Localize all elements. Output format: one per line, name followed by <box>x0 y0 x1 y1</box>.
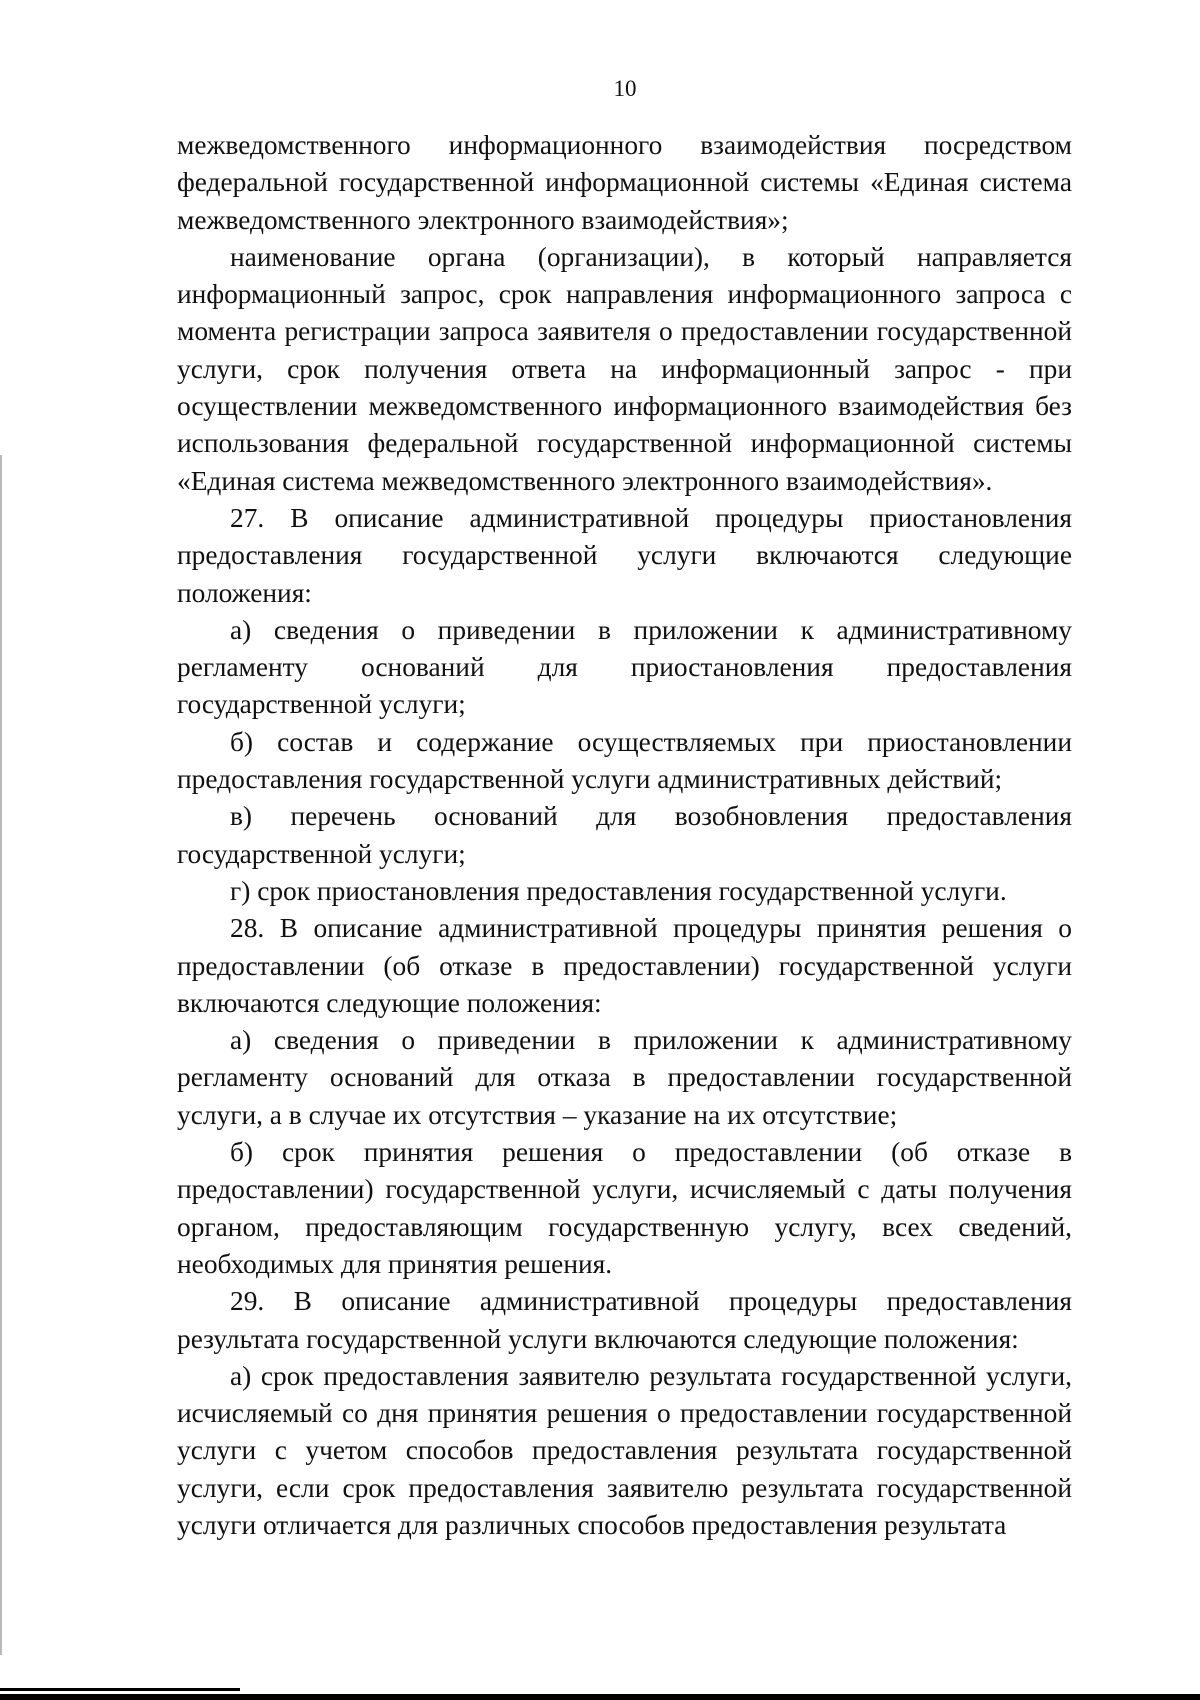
paragraph-item-27a: а) сведения о приведении в приложении к административному регламенту оснований для приостановления предоставления государственной услуги; <box>177 614 1072 720</box>
paragraph-item-27b: б) состав и содержание осуществляемых при приостановлении предоставления государственной услуги административных действий; <box>177 726 1072 795</box>
paragraph-item-27: 27. В описание административной процедуры приостановления предоставления государственной услуги включаются следующие положения: <box>177 502 1072 608</box>
paragraph-item-28a: а) сведения о приведении в приложении к административному регламенту оснований для отказа в предоставлении государственной услуги, а в случае их отсутствия – указание на их отсутствие; <box>177 1025 1072 1130</box>
paragraph-continuation: межведомственного информационного взаимодействия посредством федеральной государственной информационной системы «Единая система межведомственного электронного взаимодействия»; <box>177 130 1072 235</box>
paragraph-item-28b: б) срок принятия решения о предоставлении (об отказе в предоставлении) государственной услуги, исчисляемый с даты получения органом, предоставляющим государственную услугу, всех сведений, необходимых для принятия решения. <box>177 1137 1072 1279</box>
page-number: 10 <box>613 76 637 101</box>
paragraph-request-details: наименование органа (организации), в который направляется информационный запрос, срок направления информационного запроса с момента регистрации запроса заявителя о предоставлении государственной услуги, срок получения ответа на информационный запрос - при осуществлении межведомственного информационного взаимодействия без использования федеральной государственной информационной системы «Единая система межведомственного электронного взаимодействия». <box>177 241 1072 496</box>
document-body <box>177 127 1072 1544</box>
paragraph-item-27v: в) перечень оснований для возобновления предоставления государственной услуги; <box>177 801 1072 869</box>
scan-edge-bottom-left <box>0 1688 240 1691</box>
paragraph-item-28: 28. В описание административной процедуры принятия решения о предоставлении (об отказе в предоставлении) государственной услуги включаются следующие положения: <box>177 913 1072 1018</box>
paragraph-item-27g: г) срок приостановления предоставления государственной услуги. <box>230 875 1007 906</box>
paragraph-item-29: 29. В описание административной процедуры предоставления результата государственной услуги включаются следующие положения: <box>177 1286 1072 1354</box>
paragraph-item-29a: а) срок предоставления заявителю результата государственной услуги, исчисляемый со дня принятия решения о предоставлении государственной услуги с учетом способов предоставления результата государственной услуги, если срок предоставления заявителю результата государственной услуги отличается для различных способов предоставления результата <box>177 1360 1072 1540</box>
scan-edge-bottom <box>0 1694 1200 1700</box>
scan-edge-left <box>0 455 2 1655</box>
